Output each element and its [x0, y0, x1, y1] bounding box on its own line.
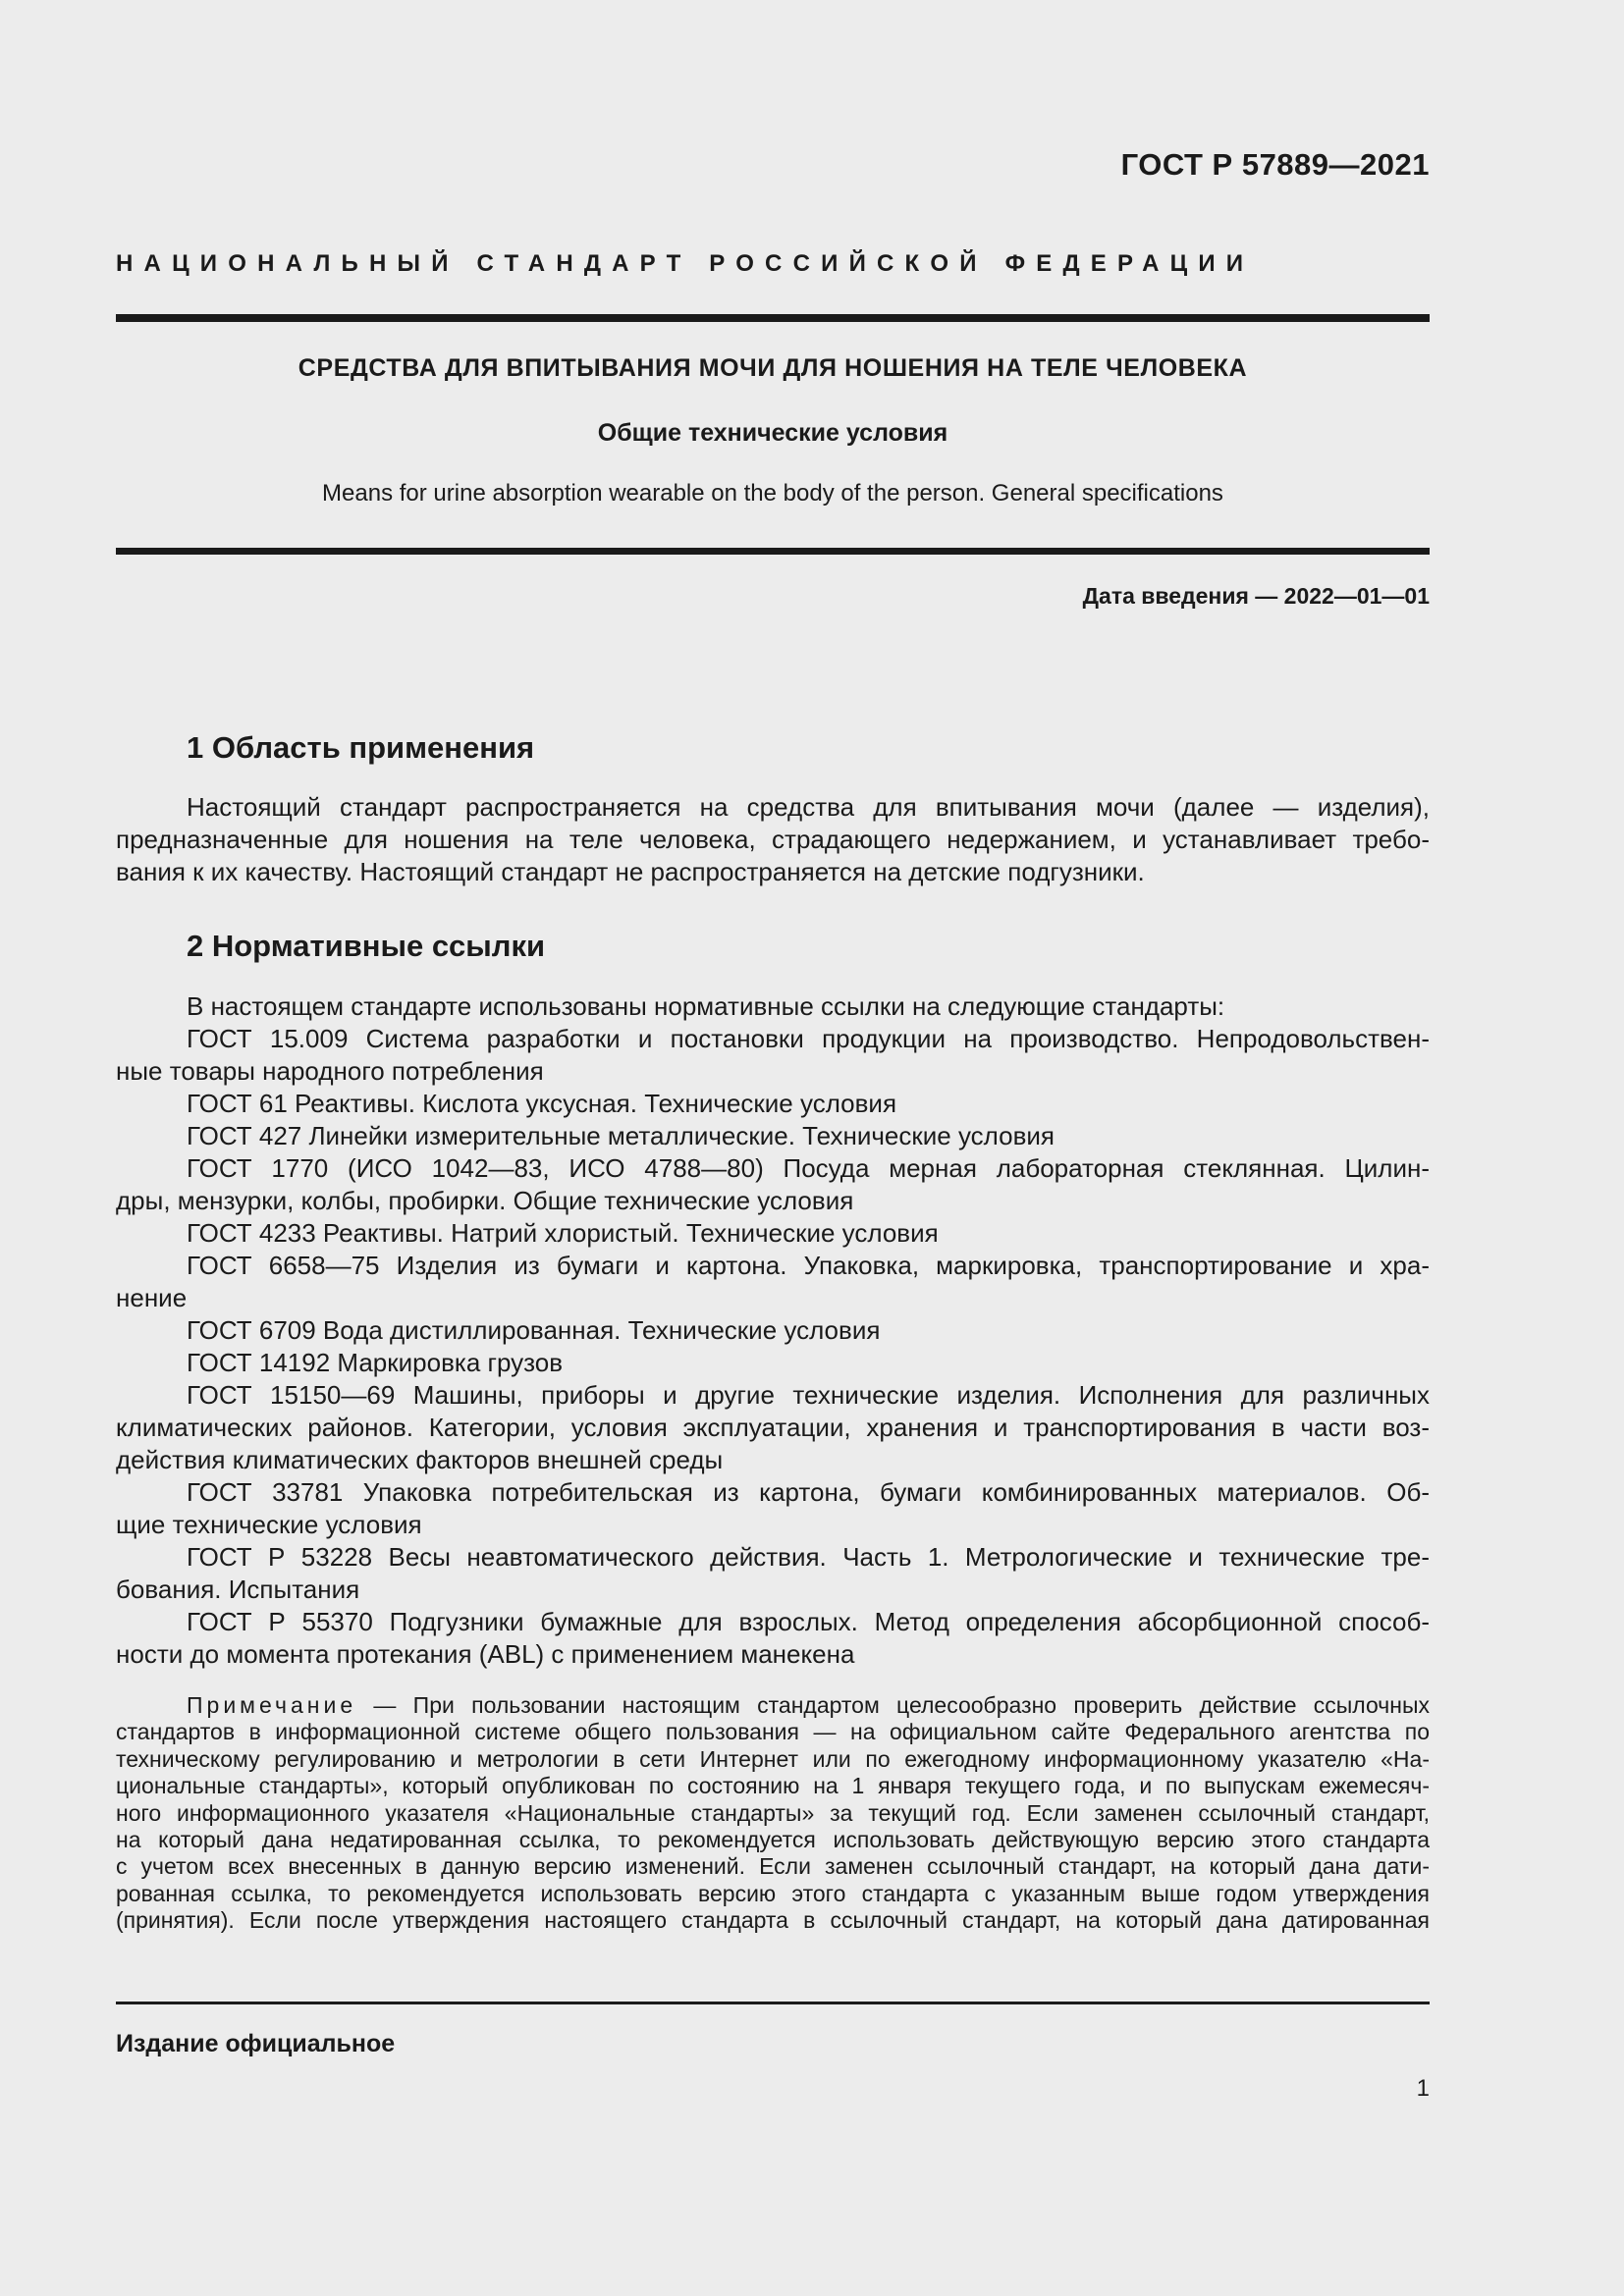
reference-line: ГОСТ Р 53228 Весы неавтоматического действия. Часть 1. Метрологические и технические тре-: [187, 1542, 1430, 1572]
top-rule: [116, 314, 1430, 322]
page-number: 1: [1416, 2075, 1430, 2102]
national-standard-heading: НАЦИОНАЛЬНЫЙ СТАНДАРТ РОССИЙСКОЙ ФЕДЕРАЦИИ: [116, 250, 1255, 277]
reference-line: ГОСТ 4233 Реактивы. Натрий хлористый. Технические условия: [187, 1218, 939, 1248]
reference-line: ГОСТ 427 Линейки измерительные металлические. Технические условия: [187, 1121, 1055, 1150]
note-text: — При пользовании настоящим стандартом целесообразно проверить действие ссылочных: [356, 1692, 1430, 1718]
reference-line: ГОСТ 15.009 Система разработки и постановки продукции на производство. Непродовольствен-: [187, 1024, 1430, 1053]
reference-line: действия климатических факторов внешней среды: [116, 1445, 724, 1474]
paragraph-line: предназначенные для ношения на теле человека, страдающего недержанием, и устанавливает требо-: [116, 825, 1430, 854]
note-line: техническому регулированию и метрологии в сети Интернет или по ежегодному информационному указателю «На-: [116, 1745, 1430, 1772]
section-1-heading: 1 Область применения: [187, 730, 535, 765]
note-line: ного информационного указателя «Национальные стандарты» за текущий год. Если заменен ссылочный стандарт,: [116, 1799, 1430, 1826]
reference-line: ГОСТ 6658—75 Изделия из бумаги и картона. Упаковка, маркировка, транспортирование и хра-: [187, 1251, 1430, 1280]
reference-line: дры, мензурки, колбы, пробирки. Общие технические условия: [116, 1186, 854, 1215]
note-line: циональные стандарты», который опубликован по состоянию на 1 января текущего года, и по выпускам ежемесяч-: [116, 1773, 1430, 1799]
paragraph-line: вания к их качеству. Настоящий стандарт не распространяется на детские подгузники.: [116, 857, 1145, 886]
paragraph-line: Настоящий стандарт распространяется на средства для впитывания мочи (далее — изделия),: [187, 792, 1430, 822]
reference-line: бования. Испытания: [116, 1575, 360, 1604]
english-title: Means for urine absorption wearable on the body of the person. General specifications: [322, 480, 1223, 507]
reference-line: ГОСТ 14192 Маркировка грузов: [187, 1348, 564, 1377]
reference-line: ГОСТ 1770 (ИСО 1042—83, ИСО 4788—80) Посуда мерная лабораторная стеклянная. Цилин-: [187, 1153, 1430, 1183]
note-line: (принятия). Если после утверждения настоящего стандарта в ссылочный стандарт, на который дана датированная: [116, 1907, 1430, 1934]
reference-line: ности до момента протекания (ABL) с применением манекена: [116, 1639, 855, 1669]
section-2-heading: 2 Нормативные ссылки: [187, 929, 546, 963]
note-line: на который дана недатированная ссылка, то рекомендуется использовать действующую версию этого стандарта: [116, 1827, 1430, 1853]
official-edition-label: Издание официальное: [116, 2030, 396, 2057]
reference-line: ГОСТ 6709 Вода дистиллированная. Технические условия: [187, 1315, 881, 1345]
reference-line: ные товары народного потребления: [116, 1056, 544, 1086]
note-line: с учетом всех внесенных в данную версию изменений. Если заменен ссылочный стандарт, на который дана дати-: [116, 1853, 1430, 1880]
reference-line: щие технические условия: [116, 1510, 422, 1539]
note-label: Примечание: [187, 1692, 357, 1718]
footer-rule: [116, 2002, 1430, 2004]
note-line: стандартов в информационной системе общего пользования — на официальном сайте Федерального агентства по: [116, 1719, 1430, 1745]
reference-line: ГОСТ 33781 Упаковка потребительская из картона, бумаги комбинированных материалов. Об-: [187, 1477, 1430, 1507]
normative-references-list: [116, 990, 1430, 1671]
reference-line: климатических районов. Категории, условия эксплуатации, хранения и транспортирования в части воз-: [116, 1413, 1430, 1442]
standard-number: ГОСТ Р 57889—2021: [1120, 147, 1430, 182]
reference-intro: В настоящем стандарте использованы нормативные ссылки на следующие стандарты:: [187, 991, 1225, 1021]
reference-line: ГОСТ 61 Реактивы. Кислота уксусная. Технические условия: [187, 1089, 897, 1118]
reference-line: ГОСТ 15150—69 Машины, приборы и другие технические изделия. Исполнения для различных: [187, 1380, 1430, 1410]
reference-line: ГОСТ Р 55370 Подгузники бумажные для взрослых. Метод определения абсорбционной способ-: [187, 1607, 1430, 1636]
note-block: [116, 1692, 1430, 1935]
reference-line: нение: [116, 1283, 188, 1312]
note-first-line: [116, 1692, 1430, 1719]
title-rule: [116, 548, 1430, 555]
introduction-date: Дата введения — 2022—01—01: [1082, 583, 1430, 609]
section-1-paragraph: [116, 791, 1430, 888]
note-line: рованная ссылка, то рекомендуется использовать версию этого стандарта с указанным выше годом утверждения: [116, 1880, 1430, 1906]
document-subtitle: Общие технические условия: [597, 419, 948, 447]
document-title: СРЕДСТВА ДЛЯ ВПИТЫВАНИЯ МОЧИ ДЛЯ НОШЕНИЯ НА ТЕЛЕ ЧЕЛОВЕКА: [298, 354, 1248, 382]
